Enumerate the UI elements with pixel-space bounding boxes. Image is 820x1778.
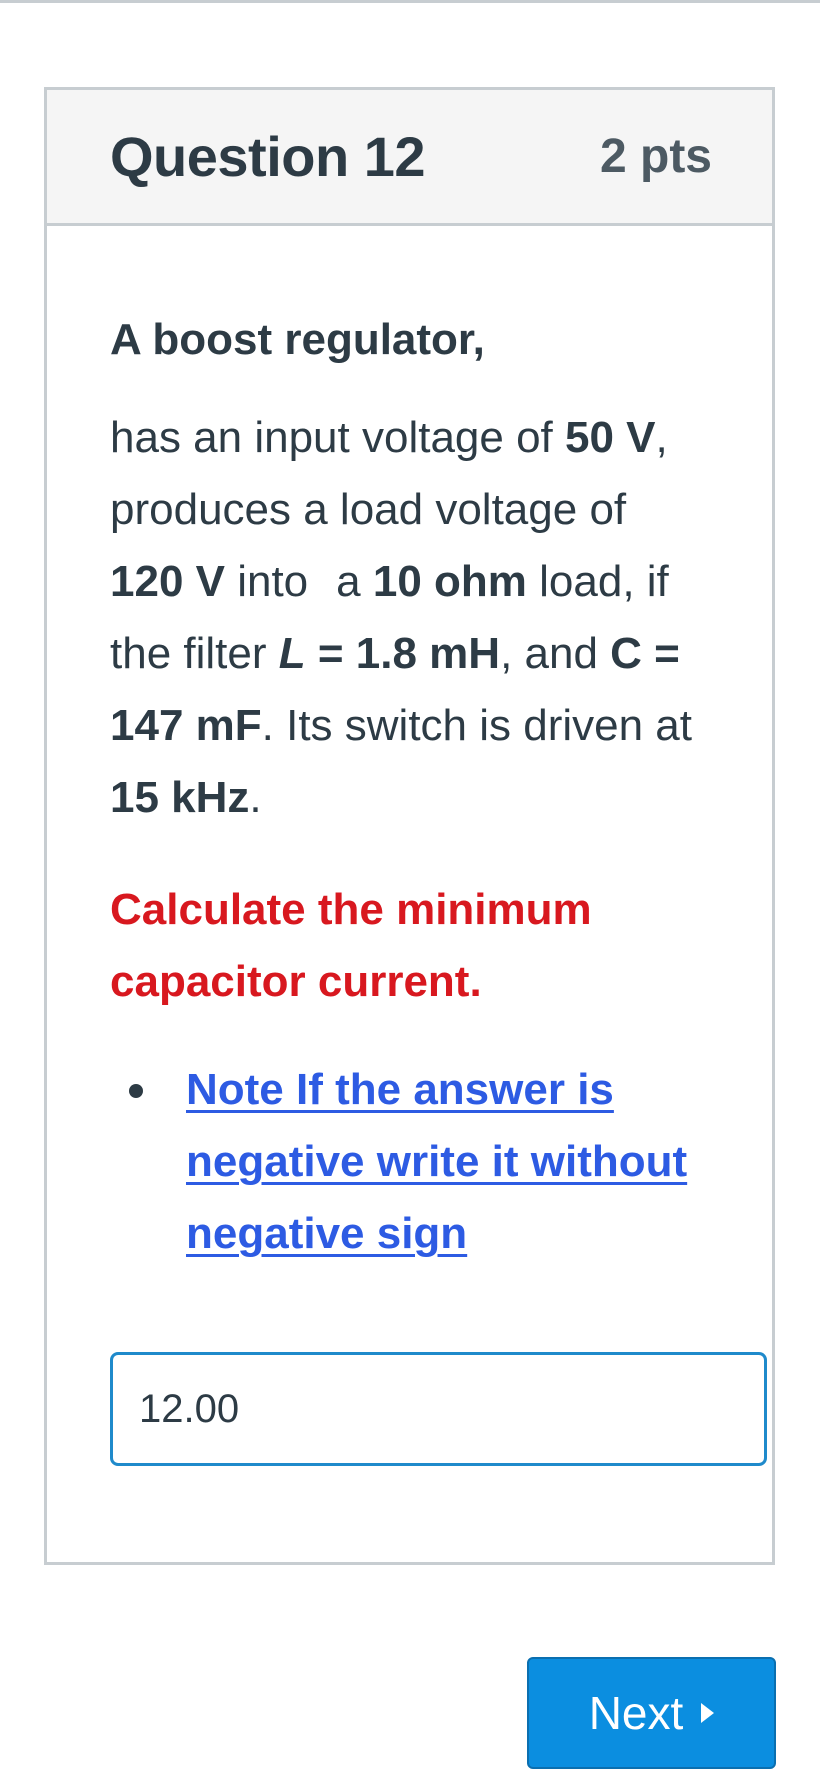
- inductance-value: = 1.8 mH: [305, 629, 501, 678]
- top-divider: [0, 0, 820, 3]
- text-segment: a: [336, 557, 373, 606]
- note-list: [110, 1054, 722, 1270]
- frequency-value: 15 kHz: [110, 773, 250, 822]
- question-body: [47, 315, 772, 1466]
- input-voltage-value: 50 V: [565, 413, 656, 462]
- load-resistance-value: 10 ohm: [372, 557, 527, 606]
- inductance-symbol: L: [278, 629, 306, 678]
- question-text: [110, 402, 710, 834]
- note-link[interactable]: Note If the answer is negative write it without negative sign: [186, 1065, 688, 1258]
- text-segment: .: [249, 773, 262, 822]
- text-segment: , and: [500, 629, 611, 678]
- question-lead: A boost regulator,: [110, 315, 485, 364]
- load-voltage-value: 120 V: [110, 557, 225, 606]
- question-header: [47, 90, 772, 226]
- list-item: [129, 1054, 722, 1270]
- text-segment: into: [224, 557, 309, 606]
- answer-input[interactable]: [110, 1352, 767, 1466]
- question-card: [44, 87, 775, 1565]
- text-segment: . Its switch is driven at: [261, 701, 692, 750]
- next-button[interactable]: [527, 1657, 776, 1769]
- question-title: Question 12: [110, 125, 426, 188]
- capacitance-value: C = 147 mF: [110, 629, 680, 750]
- caret-right-icon: [701, 1703, 714, 1723]
- question-points: 2 pts: [599, 130, 712, 183]
- text-segment: , produces a load voltage of: [110, 413, 668, 534]
- text-segment: load, if the filter: [110, 557, 669, 678]
- next-button-label: Next: [588, 1687, 684, 1739]
- text-segment: has an input voltage of: [110, 413, 565, 462]
- bullet-icon: [129, 1084, 143, 1098]
- question-instruction: Calculate the minimum capacitor current.: [110, 885, 592, 1006]
